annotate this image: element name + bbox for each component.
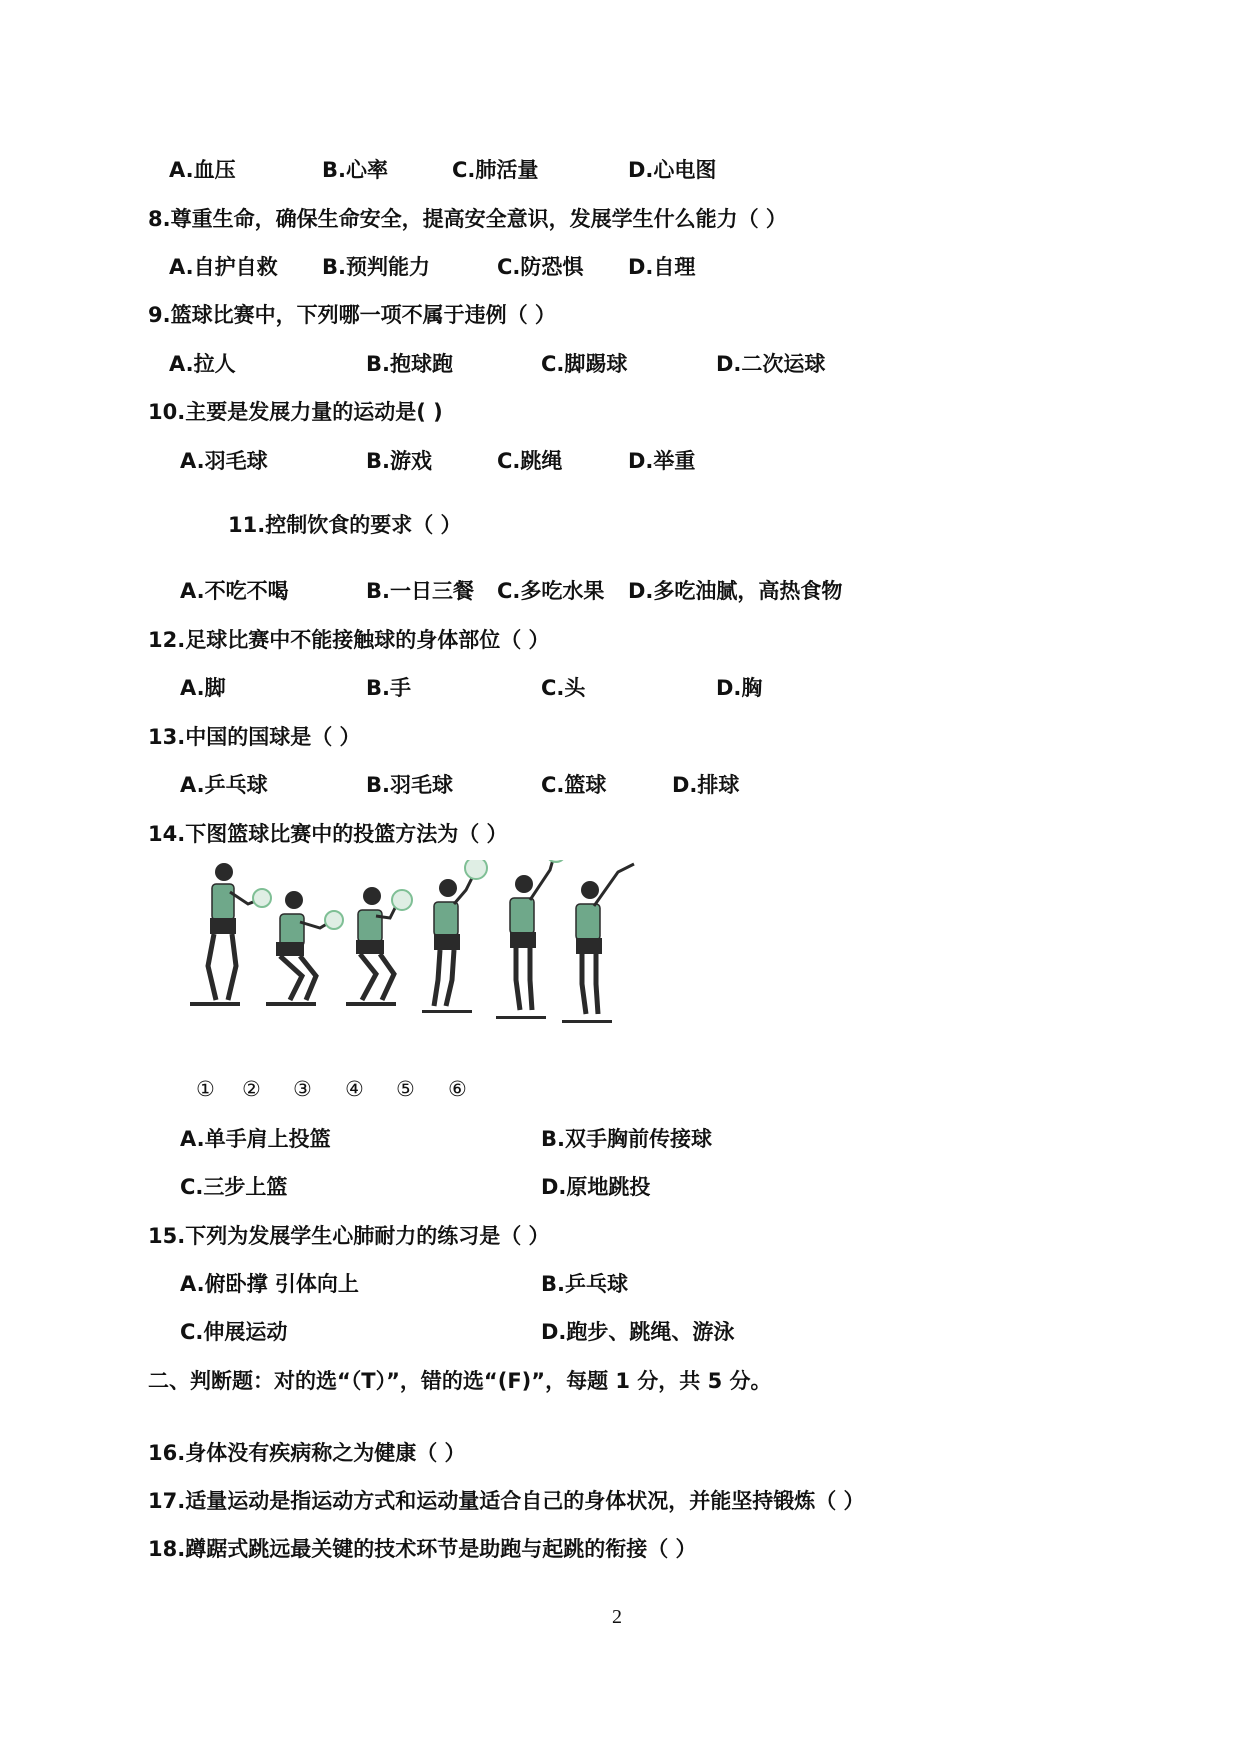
q15-option-b: B.乒乓球 [541, 1272, 628, 1296]
player-figure-3-icon [346, 887, 412, 1006]
player-figure-1-icon [190, 863, 271, 1006]
q14-option-d: D.原地跳投 [541, 1175, 651, 1199]
q7-option-b: B.心率 [322, 158, 388, 182]
q12-option-c: C.头 [541, 676, 586, 700]
player-figure-6-icon [562, 864, 634, 1023]
q8-option-c: C.防恐惧 [497, 255, 584, 279]
q11-option-c: C.多吃水果 [497, 579, 605, 603]
q11-stem: 11.控制饮食的要求（ ） [228, 513, 462, 537]
q14-option-b: B.双手胸前传接球 [541, 1127, 712, 1151]
q9-option-c: C.脚踢球 [541, 352, 628, 376]
q15-option-c: C.伸展运动 [180, 1320, 288, 1344]
q10-option-b: B.游戏 [366, 449, 432, 473]
page-number: 2 [612, 1606, 622, 1628]
figure-label-3: ③ [293, 1077, 312, 1101]
q17-stem: 17.适量运动是指运动方式和运动量适合自己的身体状况，并能坚持锻炼（ ） [148, 1489, 865, 1513]
q14-option-c: C.三步上篮 [180, 1175, 288, 1199]
q13-option-c: C.篮球 [541, 773, 607, 797]
figure-label-5: ⑤ [396, 1077, 415, 1101]
section2-heading: 二、判断题：对的选“（T）”，错的选“(F)”，每题 1 分，共 5 分。 [148, 1369, 772, 1393]
figure-label-2: ② [242, 1077, 261, 1101]
q12-option-b: B.手 [366, 676, 411, 700]
q9-option-d: D.二次运球 [716, 352, 826, 376]
q10-option-a: A.羽毛球 [180, 449, 268, 473]
q13-stem: 13.中国的国球是（ ） [148, 725, 361, 749]
q7-option-c: C.肺活量 [452, 158, 539, 182]
q12-stem: 12.足球比赛中不能接触球的身体部位（ ） [148, 628, 550, 652]
figure-label-4: ④ [345, 1077, 364, 1101]
q18-stem: 18.蹲踞式跳远最关键的技术环节是助跑与起跳的衔接（ ） [148, 1537, 697, 1561]
q9-option-a: A.拉人 [169, 352, 236, 376]
player-figure-5-icon [496, 860, 566, 1019]
q13-option-d: D.排球 [672, 773, 740, 797]
q9-stem: 9.篮球比赛中，下列哪一项不属于违例（ ） [148, 303, 556, 327]
q15-stem: 15.下列为发展学生心肺耐力的练习是（ ） [148, 1224, 550, 1248]
q8-stem: 8.尊重生命，确保生命安全，提高安全意识，发展学生什么能力（ ） [148, 207, 787, 231]
q13-option-a: A.乒乓球 [180, 773, 268, 797]
figure-label-6: ⑥ [448, 1077, 467, 1101]
figure-label-1: ① [196, 1077, 215, 1101]
q8-option-b: B.预判能力 [322, 255, 430, 279]
q15-option-a: A.俯卧撑 引体向上 [180, 1272, 359, 1296]
q14-option-a: A.单手肩上投篮 [180, 1127, 331, 1151]
q12-option-d: D.胸 [716, 676, 763, 700]
q10-stem: 10.主要是发展力量的运动是( ) [148, 400, 443, 424]
q9-option-b: B.抱球跑 [366, 352, 453, 376]
basketball-shooting-figure [190, 860, 710, 1060]
q8-option-d: D.自理 [628, 255, 696, 279]
q12-option-a: A.脚 [180, 676, 226, 700]
player-figure-4-icon [422, 860, 487, 1013]
q15-option-d: D.跑步、跳绳、游泳 [541, 1320, 735, 1344]
q7-option-d: D.心电图 [628, 158, 717, 182]
q14-stem: 14.下图篮球比赛中的投篮方法为（ ） [148, 822, 508, 846]
q13-option-b: B.羽毛球 [366, 773, 453, 797]
q11-option-d: D.多吃油腻，高热食物 [628, 579, 843, 603]
q10-option-c: C.跳绳 [497, 449, 563, 473]
q11-option-b: B.一日三餐 [366, 579, 474, 603]
player-figure-2-icon [266, 891, 343, 1006]
q7-option-a: A.血压 [169, 158, 236, 182]
q16-stem: 16.身体没有疾病称之为健康（ ） [148, 1441, 466, 1465]
q10-option-d: D.举重 [628, 449, 696, 473]
q11-option-a: A.不吃不喝 [180, 579, 289, 603]
q8-option-a: A.自护自救 [169, 255, 278, 279]
